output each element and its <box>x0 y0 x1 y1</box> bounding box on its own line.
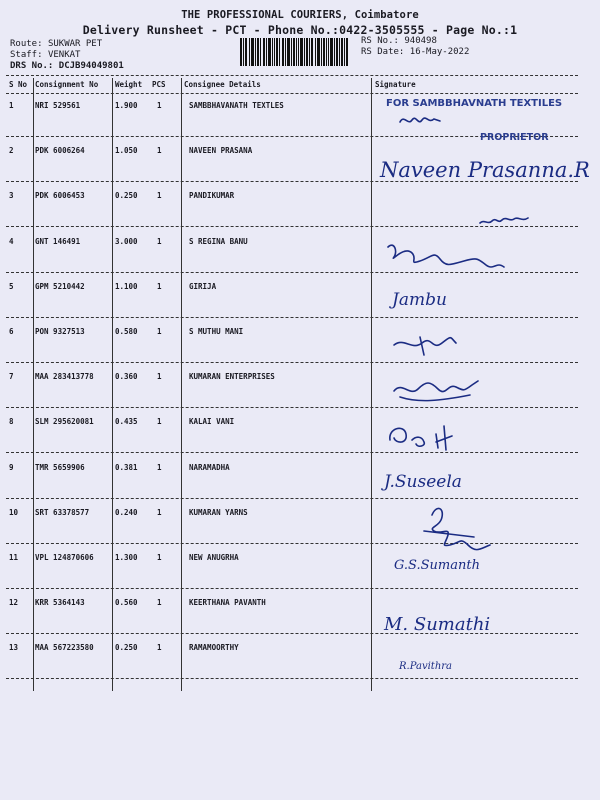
row-consignee: RAMAMOORTHY <box>189 643 239 652</box>
row-consignee: KUMARAN ENTERPRISES <box>189 372 275 381</box>
row-consignment-no: MAA 283413778 <box>35 372 94 381</box>
row-consignment-no: SLM 295620081 <box>35 417 94 426</box>
signature-row11: G.S.Sumanth <box>394 558 480 573</box>
col-header-pcs: PCS <box>152 80 166 89</box>
row-consignment-no: PDK 6006453 <box>35 191 85 200</box>
row-weight: 1.050 <box>115 146 138 155</box>
row-weight: 0.250 <box>115 191 138 200</box>
rs-value: 940498 <box>404 36 437 46</box>
drs-value: DCJB94049801 <box>58 61 124 71</box>
signature-row5: Jambu <box>392 290 447 310</box>
route-label: Route: <box>10 39 43 49</box>
row-consignee: NEW ANUGRHA <box>189 553 239 562</box>
row-sno: 3 <box>9 191 14 200</box>
row-pcs: 1 <box>157 463 162 472</box>
col-header-signature: Signature <box>375 80 416 89</box>
col-header-sno: S No <box>9 80 28 89</box>
row-consignee: S REGINA BANU <box>189 237 248 246</box>
row-sno: 10 <box>9 508 19 517</box>
row-weight: 1.300 <box>115 553 138 562</box>
row-weight: 0.381 <box>115 463 138 472</box>
row-weight: 0.580 <box>115 327 138 336</box>
rs-date-label: RS Date: <box>361 47 405 57</box>
signature-row3 <box>480 218 528 223</box>
row-consignment-no: VPL 124870606 <box>35 553 94 562</box>
row-consignee: S MUTHU MANI <box>189 327 244 336</box>
barcode <box>240 38 348 66</box>
drs-line <box>10 61 124 72</box>
row-sno: 7 <box>9 372 14 381</box>
row-pcs: 1 <box>157 598 162 607</box>
drs-label: DRS No.: <box>10 61 54 71</box>
row-pcs: 1 <box>157 372 162 381</box>
row-sno: 11 <box>9 553 19 562</box>
signature-row8 <box>390 426 452 450</box>
row-pcs: 1 <box>157 101 162 110</box>
signature-row1 <box>400 118 440 122</box>
row-sno: 2 <box>9 146 14 155</box>
row-consignment-no: NRI 529561 <box>35 101 81 110</box>
row-consignment-no: PON 9327513 <box>35 327 85 336</box>
rs-date-line <box>361 47 469 58</box>
row-consignee: NAVEEN PRASANA <box>189 146 253 155</box>
row-consignee: KEERTHANA PAVANTH <box>189 598 266 607</box>
runsheet-subtitle: Delivery Runsheet - PCT - Phone No.:0422-3505555 - Page No.:1 <box>82 23 518 37</box>
col-header-consignee: Consignee Details <box>184 80 261 89</box>
row-consignee: KUMARAN YARNS <box>189 508 248 517</box>
row-pcs: 1 <box>157 643 162 652</box>
stamp-text: FOR SAMBBHAVNATH TEXTILES <box>386 98 563 109</box>
row-consignee: KALAI VANI <box>189 417 235 426</box>
row-pcs: 1 <box>157 282 162 291</box>
signature-row13: R.Pavithra <box>399 661 452 672</box>
rs-label: RS No.: <box>361 36 399 46</box>
row-weight: 3.000 <box>115 237 138 246</box>
company-title: THE PROFESSIONAL COURIERS, Coimbatore <box>181 9 419 21</box>
row-sno: 4 <box>9 237 14 246</box>
signature-row7-loop <box>400 395 470 401</box>
rs-date-value: 16-May-2022 <box>409 47 470 57</box>
row-consignment-no: MAA 567223580 <box>35 643 94 652</box>
header-top-rule <box>6 75 578 76</box>
staff-line <box>10 50 124 61</box>
row-weight: 0.435 <box>115 417 138 426</box>
col-header-weight: Weight <box>115 80 143 89</box>
signature-row12: M. Sumathi <box>384 614 491 635</box>
row-pcs: 1 <box>157 508 162 517</box>
row-pcs: 1 <box>157 553 162 562</box>
row-consignment-no: GNT 146491 <box>35 237 81 246</box>
row-weight: 0.250 <box>115 643 138 652</box>
route-info <box>10 39 124 72</box>
rs-info <box>361 36 469 58</box>
row-weight: 1.100 <box>115 282 138 291</box>
row-weight: 0.560 <box>115 598 138 607</box>
row-weight: 0.240 <box>115 508 138 517</box>
route-line <box>10 39 124 50</box>
row-consignee: GIRIJA <box>189 282 217 291</box>
row-weight: 1.900 <box>115 101 138 110</box>
signature-row4 <box>388 245 504 267</box>
stamp-proprietor: PROPRIETOR <box>480 132 549 143</box>
signature-row6 <box>394 338 456 346</box>
row-pcs: 1 <box>157 146 162 155</box>
row-sno: 5 <box>9 282 14 291</box>
row-sno: 13 <box>9 643 19 652</box>
row-consignee: SAMBBHAVANATH TEXTLES <box>189 101 284 110</box>
row-sno: 8 <box>9 417 14 426</box>
row-sno: 9 <box>9 463 14 472</box>
staff-label: Staff: <box>10 50 43 60</box>
signature-row7 <box>394 381 478 392</box>
row-pcs: 1 <box>157 417 162 426</box>
row-consignment-no: KRR 5364143 <box>35 598 85 607</box>
col-header-consignment: Consignment No <box>35 80 99 89</box>
row-pcs: 1 <box>157 327 162 336</box>
row-pcs: 1 <box>157 191 162 200</box>
signature-row2: Naveen Prasanna.R <box>380 158 590 182</box>
row-consignee: PANDIKUMAR <box>189 191 235 200</box>
row-sno: 6 <box>9 327 14 336</box>
row-consignment-no: TMR 5659906 <box>35 463 85 472</box>
signature-row10 <box>424 508 490 549</box>
row-consignment-no: PDK 6006264 <box>35 146 85 155</box>
row-consignment-no: GPM 5210442 <box>35 282 85 291</box>
row-consignee: NARAMADHA <box>189 463 230 472</box>
signature-row9: J.Suseela <box>384 472 462 492</box>
header-bottom-rule <box>6 93 578 94</box>
row-sno: 1 <box>9 101 14 110</box>
row-weight: 0.360 <box>115 372 138 381</box>
signature-row6-tail <box>420 337 424 355</box>
route-value: SUKWAR PET <box>47 39 103 49</box>
rs-line <box>361 36 469 47</box>
row-consignment-no: SRT 63378577 <box>35 508 90 517</box>
staff-value: VENKAT <box>47 50 81 60</box>
row-pcs: 1 <box>157 237 162 246</box>
row-sno: 12 <box>9 598 19 607</box>
